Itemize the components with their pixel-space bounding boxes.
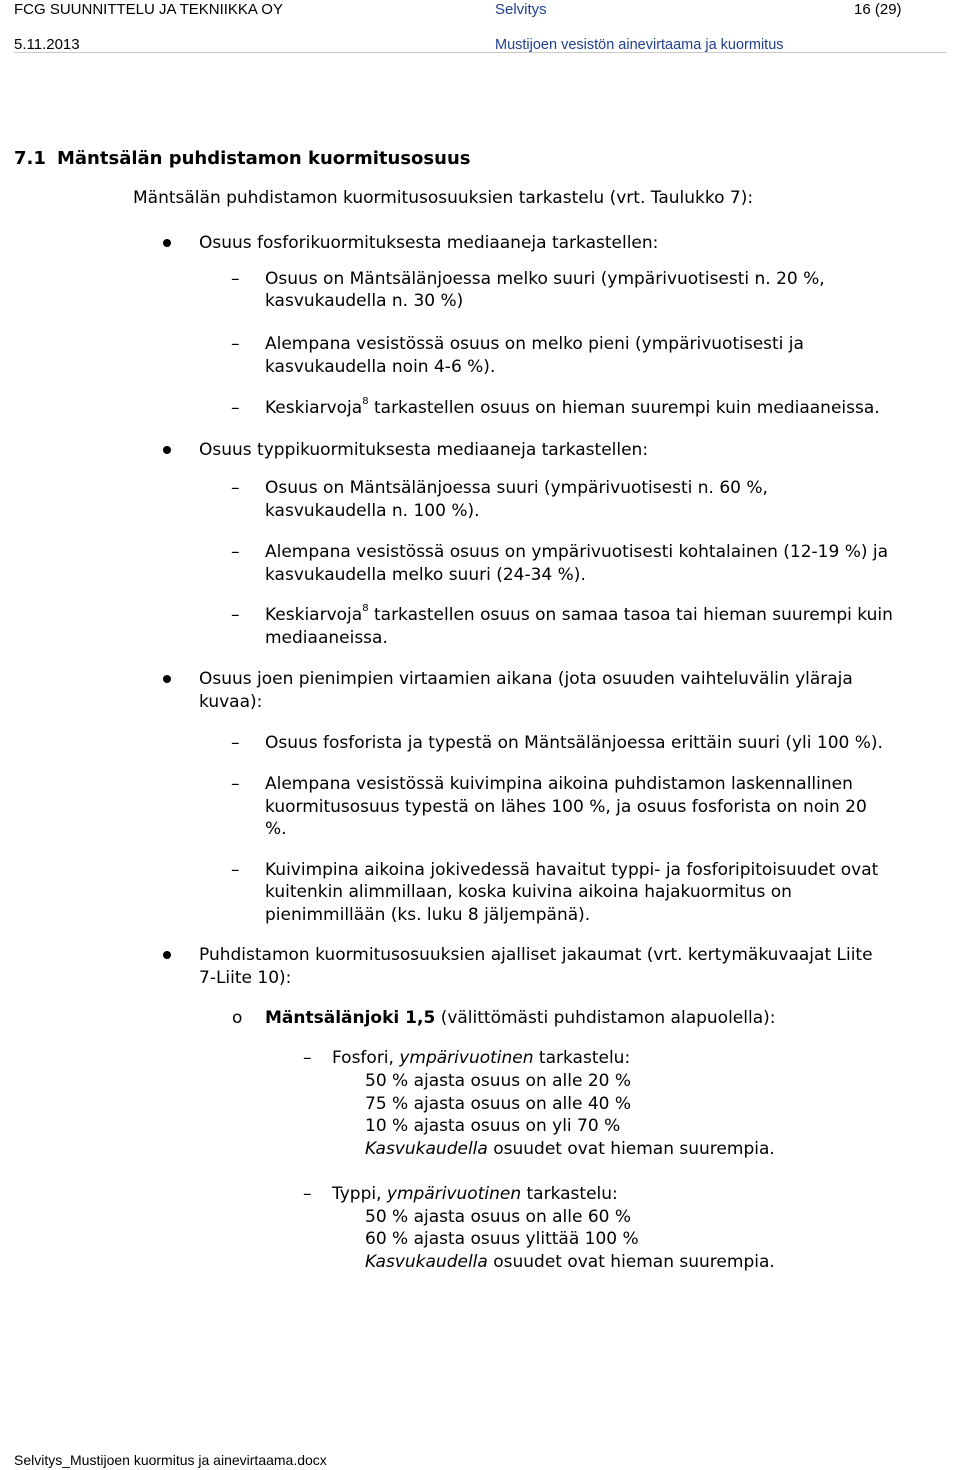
b2-d2-line1: Alempana vesistössä osuus on ympärivuotisesti kohtalainen (12-19 %) ja [265,542,889,562]
dash-marker: – [231,398,240,418]
bullet-marker [163,446,171,454]
header-company: FCG SUUNNITTELU JA TEKNIIKKA OY [14,1,283,18]
bullet-marker [163,951,171,959]
fosfori-line-3: 10 % ajasta osuus on yli 70 % [365,1116,621,1136]
b2-d3-a: Keskiarvoja [265,605,363,625]
bullet-marker [163,675,171,683]
b3-d1: Osuus fosforista ja typestä on Mäntsälänjoessa erittäin suuri (yli 100 %). [265,733,883,753]
dash-marker: – [231,774,240,794]
b4-sub-bold: Mäntsälänjoki 1,5 [265,1008,436,1028]
dash-marker: – [303,1048,312,1068]
header-page-number: 16 (29) [854,1,902,18]
fosfori-kasvu-i: Kasvukaudella [365,1139,488,1159]
typpi-i: ympärivuotinen [386,1184,522,1204]
typpi-b: tarkastelu: [521,1184,618,1204]
section-number: 7.1 [14,148,46,169]
dash-marker: – [231,860,240,880]
b2-d3-line1 [265,604,893,627]
header-divider [14,52,946,53]
b1-d1-line2: kasvukaudella n. 30 %) [265,291,464,311]
dash-marker: – [231,605,240,625]
section-title: Mäntsälän puhdistamon kuormitusosuus [57,148,471,169]
b1-d2-line1: Alempana vesistössä osuus on melko pieni (ympärivuotisesti ja [265,334,804,354]
dash-marker: – [231,542,240,562]
fosfori-kasvu [365,1138,775,1161]
bullet-4-line1: Puhdistamon kuormitusosuuksien ajalliset jakaumat (vrt. kertymäkuvaajat Liite [199,945,873,965]
typpi-kasvu-rest: osuudet ovat hieman suurempia. [487,1252,775,1272]
bullet-3-line2: kuvaa): [199,692,263,712]
b1-d2-line2: kasvukaudella noin 4-6 %). [265,357,496,377]
header-doc-type: Selvitys [495,1,547,18]
typpi-line-2: 60 % ajasta osuus ylittää 100 % [365,1229,639,1249]
circle-marker: o [232,1008,243,1028]
b4-sub-heading [265,1007,775,1030]
typpi-line-1: 50 % ajasta osuus on alle 60 % [365,1207,632,1227]
fosfori-a: Fosfori, [332,1048,400,1068]
fosfori-i: ympärivuotinen [399,1048,534,1068]
b2-d2-line2: kasvukaudella melko suuri (24-34 %). [265,565,586,585]
fosfori-line-1: 50 % ajasta osuus on alle 20 % [365,1071,632,1091]
dash-marker: – [303,1184,312,1204]
dash-marker: – [231,733,240,753]
b3-d3-line1: Kuivimpina aikoina jokivedessä havaitut typpi- ja fosforipitoisuudet ovat [265,860,879,880]
fosfori-b: tarkastelu: [533,1048,631,1068]
b3-d3-line3: pienimmillään (ks. luku 8 jäljempänä). [265,905,591,925]
b1-d3-b: tarkastellen osuus on hieman suurempi kuin mediaaneissa. [368,398,880,418]
header-subject: Mustijoen vesistön ainevirtaama ja kuormitus [495,37,784,53]
footnote-ref: 8 [362,396,369,408]
typpi-kasvu-i: Kasvukaudella [365,1252,488,1272]
footnote-ref: 8 [362,603,369,615]
b2-d1-line2: kasvukaudella n. 100 %). [265,501,480,521]
section-intro: Mäntsälän puhdistamon kuormitusosuuksien tarkastelu (vrt. Taulukko 7): [133,188,754,208]
b2-d3-line2: mediaaneissa. [265,628,388,648]
fosfori-heading [332,1047,630,1070]
bullet-4-line2: 7-Liite 10): [199,968,292,988]
b3-d2-line2: kuormitusosuus typestä on lähes 100 %, ja osuus fosforista on noin 20 [265,797,867,817]
bullet-2-text: Osuus typpikuormituksesta mediaaneja tarkastellen: [199,440,649,460]
header-date: 5.11.2013 [14,36,80,53]
bullet-3-line1: Osuus joen pienimpien virtaamien aikana (jota osuuden vaihteluvälin yläraja [199,669,853,689]
b3-d3-line2: kuitenkin alimmillaan, koska kuivina aikoina hajakuormitus on [265,882,792,902]
b4-sub-rest: (välittömästi puhdistamon alapuolella): [435,1008,776,1028]
fosfori-line-2: 75 % ajasta osuus on alle 40 % [365,1094,632,1114]
fosfori-kasvu-rest: osuudet ovat hieman suurempia. [487,1139,775,1159]
typpi-a: Typpi, [332,1184,387,1204]
dash-marker: – [231,478,240,498]
dash-marker: – [231,334,240,354]
dash-marker: – [231,269,240,289]
typpi-kasvu [365,1251,775,1274]
bullet-1-text: Osuus fosforikuormituksesta mediaaneja tarkastellen: [199,233,659,253]
b1-d3-a: Keskiarvoja [265,398,363,418]
b3-d2-line3: %. [265,819,287,839]
bullet-marker [163,239,171,247]
b1-d3 [265,397,880,420]
b3-d2-line1: Alempana vesistössä kuivimpina aikoina puhdistamon laskennallinen [265,774,853,794]
typpi-heading [332,1183,618,1206]
section-heading [14,148,470,170]
b2-d1-line1: Osuus on Mäntsälänjoessa suuri (ympärivuotisesti n. 60 %, [265,478,768,498]
footer-filename: Selvitys_Mustijoen kuormitus ja ainevirtaama.docx [14,1452,327,1468]
b1-d1-line1: Osuus on Mäntsälänjoessa melko suuri (ympärivuotisesti n. 20 %, [265,269,825,289]
b2-d3-b: tarkastellen osuus on samaa tasoa tai hieman suurempi kuin [368,605,893,625]
